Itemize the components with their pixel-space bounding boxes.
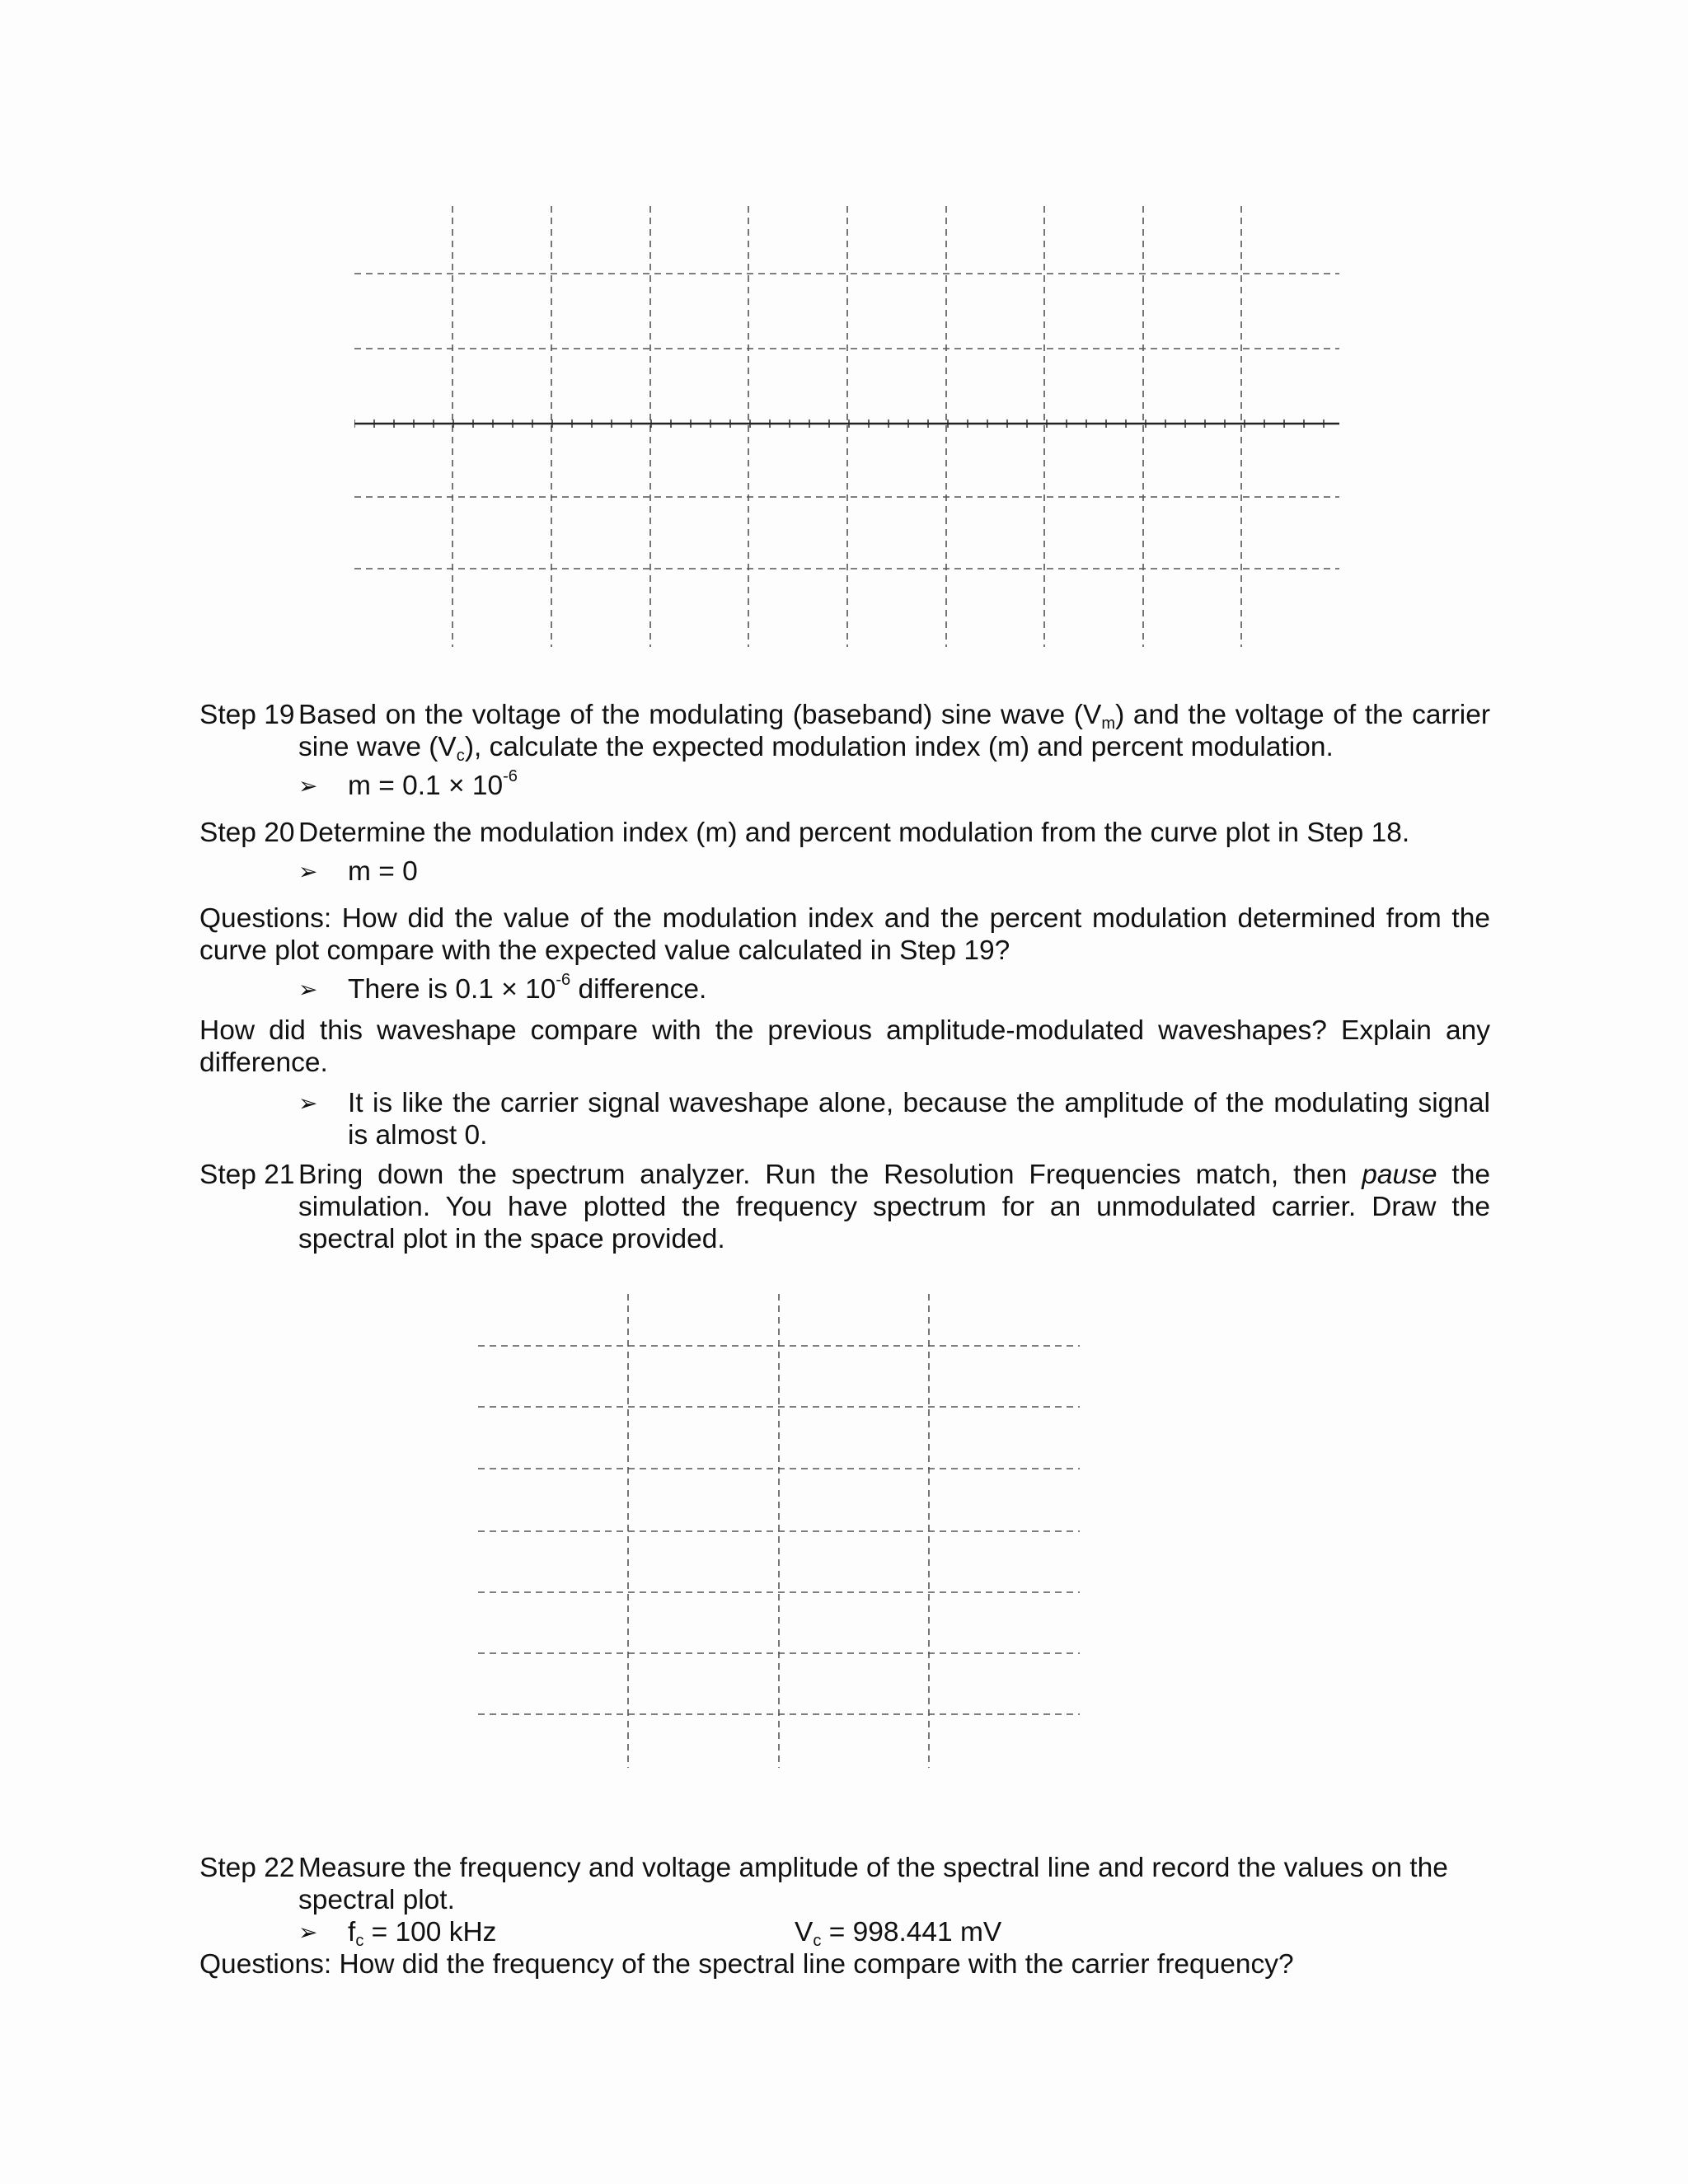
arrow-bullet-icon: ➢ — [298, 773, 318, 799]
question-1: Questions: How did the value of the modulation index and the percent modulation determined from the curve plot compare with the expected value calculated in Step 19? — [199, 903, 1490, 966]
step-19 — [199, 699, 1490, 766]
step-21-label: Step 21 — [199, 1160, 295, 1190]
arrow-bullet-icon: ➢ — [298, 859, 318, 884]
step-20-text: Determine the modulation index (m) and percent modulation from the curve plot in Step 18. — [298, 818, 1410, 848]
step-21-text: Bring down the spectrum analyzer. Run the Resolution Frequencies match, then pause the simulation. You have plotted the frequency spectrum for an unmodulated carrier. Draw the spectral plot in the space provided. — [298, 1160, 1490, 1254]
step-19-text: Based on the voltage of the modulating (baseband) sine wave $(V_m)$ and the voltage of the carrier sine wave $(V_c)$, calculate the expected modulation index (m) and percent modulation. — [298, 700, 1490, 766]
step-21 — [199, 1159, 1490, 1255]
arrow-bullet-icon: ➢ — [298, 1090, 318, 1116]
arrow-bullet-icon: ➢ — [298, 1919, 318, 1945]
question-2: How did this waveshape compare with the previous amplitude-modulated waveshapes? Explain any difference. — [199, 1015, 1490, 1078]
step-22 — [199, 1852, 1490, 1916]
question-1-answer: ➢ There is $0.1 \times 10^{-6}$ difference. — [298, 970, 707, 1005]
step-22-text: Measure the frequency and voltage amplitude of the spectral line and record the values on the spectral plot. — [298, 1853, 1448, 1915]
carrier-frequency-value: $f_c = 100$ kHz — [348, 1917, 497, 1951]
waveform-plot-grid — [354, 206, 1339, 647]
question-2-answer: ➢ It is like the carrier signal waveshape alone, because the amplitude of the modulating signal is almost 0. — [298, 1088, 1490, 1151]
step-19-answer: ➢ $m = 0.1 \times 10^{-6}$ — [298, 766, 518, 801]
step-19-label: Step 19 — [199, 700, 295, 730]
step-22-answer — [199, 1916, 1490, 1951]
spectrum-plot-grid — [478, 1294, 1080, 1768]
question-3: Questions: How did the frequency of the spectral line compare with the carrier frequency? — [199, 1949, 1294, 1980]
step-20-answer: ➢ m = 0 — [298, 856, 418, 887]
step-22-label: Step 22 — [199, 1853, 295, 1883]
arrow-bullet-icon: ➢ — [298, 977, 318, 1002]
step-20 — [199, 817, 1490, 849]
carrier-voltage-value: $V_c = 998.441$ mV — [795, 1917, 1002, 1951]
step-20-label: Step 20 — [199, 818, 295, 848]
